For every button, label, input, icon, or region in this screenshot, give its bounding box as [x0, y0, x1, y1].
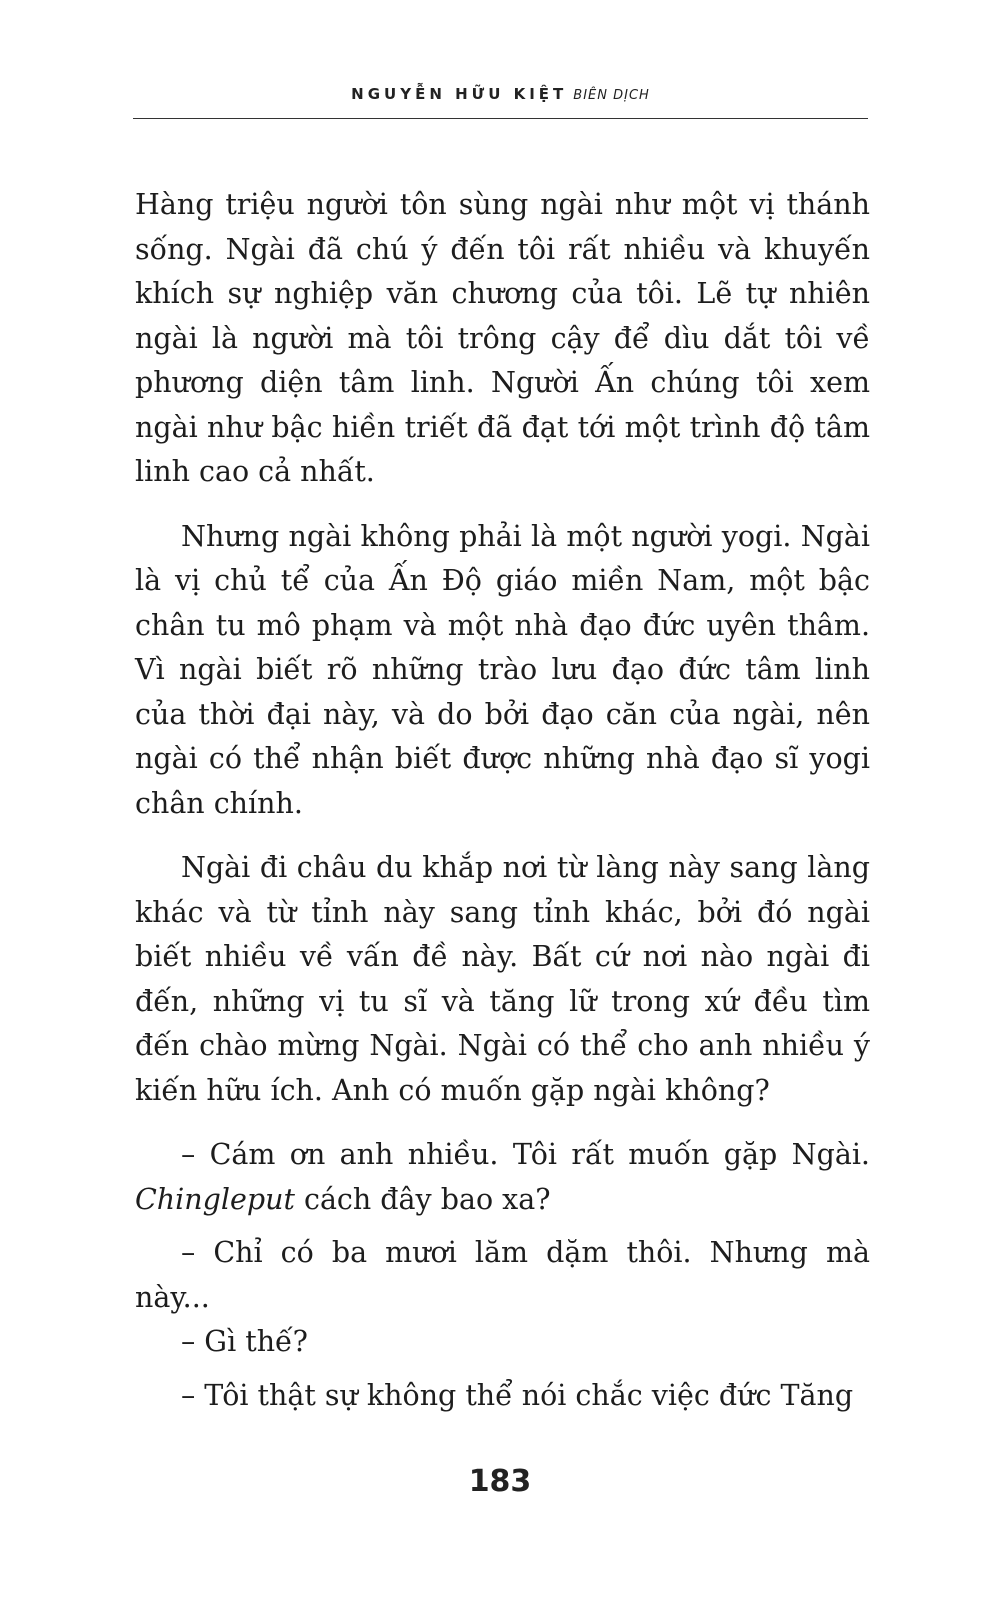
- dialogue-line-1-end: cách đây bao xa?: [294, 1182, 551, 1216]
- header-role: BIÊN DỊCH: [573, 88, 650, 103]
- header-rule: [133, 118, 868, 119]
- dialogue-line-1-start: – Cám ơn anh nhiều. Tôi rất muốn gặp Ngài.: [181, 1138, 870, 1171]
- page-number: 183: [468, 1464, 532, 1499]
- header-author: NGUYỄN HỮU KIỆT: [351, 85, 568, 103]
- dialogue-line-4: – Tôi thật sự không thể nói chắc việc đức Tăng: [181, 1378, 854, 1412]
- dialogue-line-2: – Chỉ có ba mươi lăm dặm thôi. Nhưng mà này...: [135, 1236, 870, 1314]
- paragraph-3: Ngài đi châu du khắp nơi từ làng này sang làng khác và từ tỉnh này sang tỉnh khác, bởi đó ngài biết nhiều về vấn đề này. Bất cứ nơi nào ngài đi đến, những vị tu sĩ và tăng lữ trong xứ đều tìm đến chào mừng Ngài. Ngài có thể cho anh nhiều ý kiến hữu ích. Anh có muốn gặp ngài không?: [135, 851, 870, 1107]
- paragraph-2: Nhưng ngài không phải là một người yogi. Ngài là vị chủ tể của Ấn Độ giáo miền Nam, một bậc chân tu mô phạm và một nhà đạo đức uyên thâm. Vì ngài biết rõ những trào lưu đạo đức tâm linh của thời đại này, và do bởi đạo căn của ngài, nên ngài có thể nhận biết được những nhà đạo sĩ yogi chân chính.: [135, 519, 870, 820]
- page-body: [135, 183, 870, 1418]
- place-name-chingleput: Chingleput: [135, 1182, 295, 1216]
- dialogue-line-3: – Gì thế?: [181, 1325, 308, 1358]
- running-header: [133, 85, 868, 103]
- dialogue-line-1: [135, 1133, 870, 1222]
- paragraph-1: Hàng triệu người tôn sùng ngài như một vị thánh sống. Ngài đã chú ý đến tôi rất nhiều và khuyến khích sự nghiệp văn chương của tôi. Lẽ tự nhiên ngài là người mà tôi trông cậy để dìu dắt tôi về phương diện tâm linh. Người Ấn chúng tôi xem ngài như bậc hiền triết đã đạt tới một trình độ tâm linh cao cả nhất.: [135, 188, 870, 488]
